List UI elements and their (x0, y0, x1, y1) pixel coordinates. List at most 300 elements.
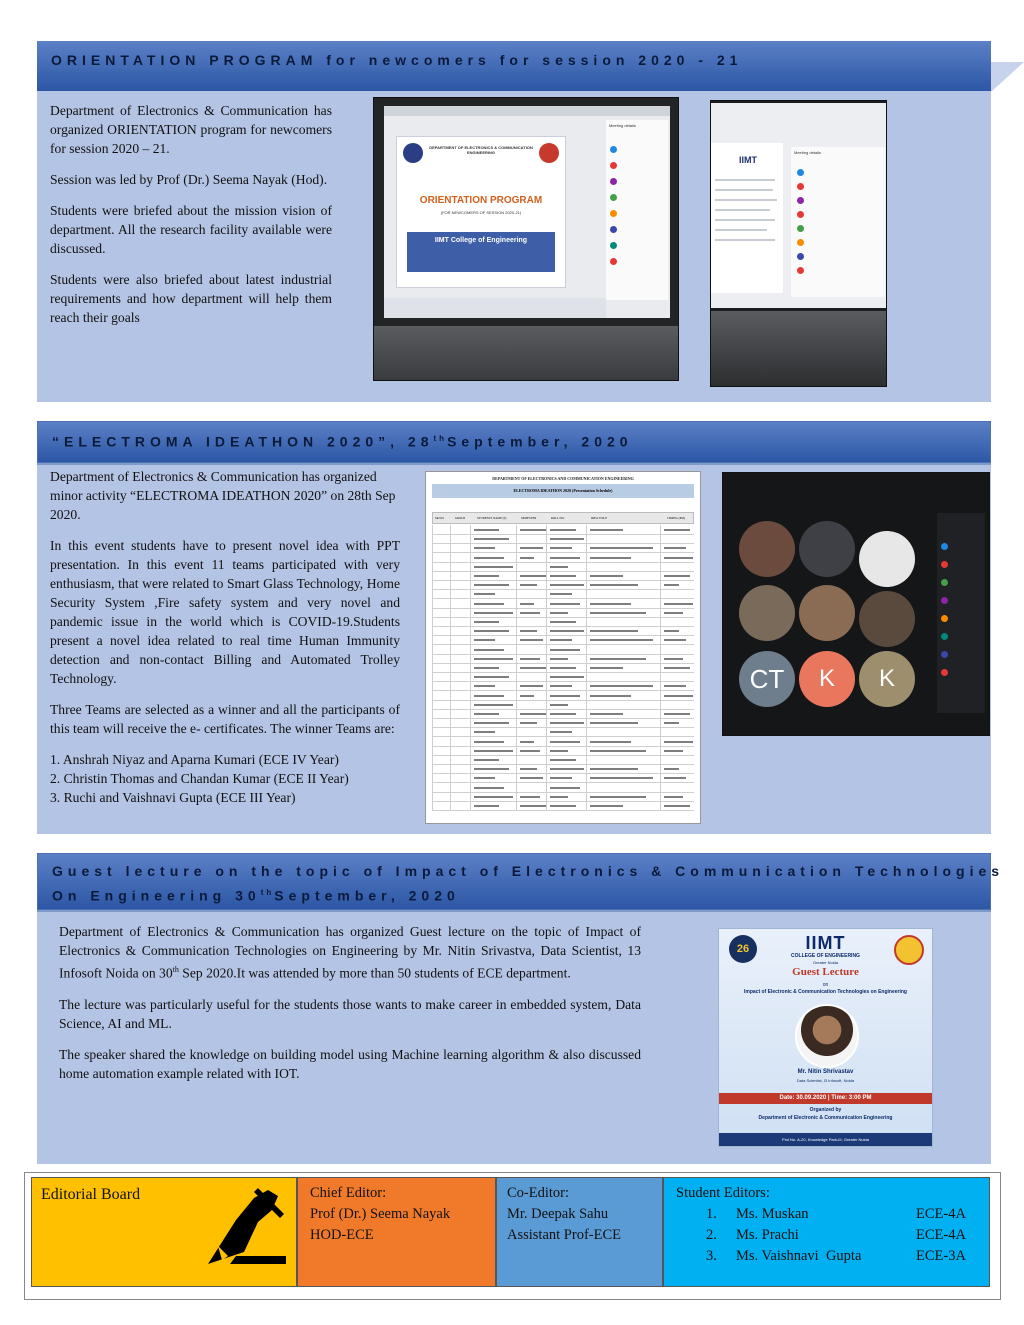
schedule-cell (546, 525, 587, 534)
guest-header (37, 853, 1005, 910)
schedule-cell (470, 691, 517, 700)
schedule-cell-text (590, 630, 638, 632)
schedule-cell (450, 635, 471, 644)
participant-avatar (941, 561, 948, 568)
schedule-cell-text (664, 667, 690, 669)
participant-avatar (941, 579, 948, 586)
schedule-cell (546, 553, 587, 562)
schedule-cell-text (590, 768, 638, 770)
schedule-cell-text (664, 630, 679, 632)
schedule-cell-text (520, 639, 543, 641)
schedule-row (432, 801, 694, 811)
schedule-cell (660, 571, 695, 580)
student-class: ECE-4A (916, 1206, 966, 1222)
guest-p1-b: Sep 2020.It was attended by more than 50 students of ECE department. (178, 965, 571, 981)
schedule-cell (432, 599, 451, 608)
schedule-cell (516, 553, 547, 562)
schedule-cell (432, 580, 451, 589)
poster-date: Date: 30.09.2020 | Time: 3:00 PM (779, 1095, 872, 1101)
schedule-cell (660, 599, 695, 608)
schedule-cell (660, 718, 695, 727)
schedule-cell (546, 626, 587, 635)
schedule-cell (450, 727, 471, 736)
schedule-cell (660, 764, 695, 773)
guest-p1-a: Department of Electronics & Communication has organized Guest lecture on the topic of Impact of Electronics & Communication Technologies on Engineering by Mr. Nitin Srivastva, Data Scientist, 13 Infosoft Noida on 30 (59, 924, 641, 981)
guest-text (59, 922, 641, 1095)
schedule-cell (516, 645, 547, 654)
schedule-cell (586, 617, 661, 626)
slide-college-banner (407, 232, 555, 272)
schedule-cell (432, 589, 451, 598)
schedule-cell-text (520, 603, 534, 605)
poster-speaker: Mr. Nitin Shrivastav (797, 1069, 854, 1075)
schedule-cell (546, 727, 587, 736)
schedule-cell-text (520, 741, 534, 743)
meeting-panel-title: Meeting details (609, 123, 636, 128)
schedule-cell (470, 746, 517, 755)
schedule-cell-text (474, 722, 509, 724)
schedule-cell-text (474, 529, 499, 531)
schedule-cell (470, 562, 517, 571)
schedule-cell (660, 654, 695, 663)
schedule-cell-text (550, 787, 580, 789)
winner-2: 2. Christin Thomas and Chandan Kumar (ECE II Year) (50, 771, 349, 786)
schedule-cell (546, 700, 587, 709)
slide-fragment (711, 143, 783, 293)
schedule-cell (516, 737, 547, 746)
schedule-cell (450, 691, 471, 700)
schedule-cell-text (520, 768, 537, 770)
schedule-cell (450, 608, 471, 617)
schedule-cell (586, 718, 661, 727)
schedule-cell (546, 580, 587, 589)
guest-paragraph-3: The speaker shared the knowledge on building model using Machine learning algorithm & also discussed home automation example related with IOT. (59, 1046, 641, 1081)
participant-avatar (797, 169, 804, 176)
participant-avatar (610, 210, 617, 217)
schedule-cell-text (520, 713, 546, 715)
schedule-cell-text (474, 557, 504, 559)
participant-avatar (797, 211, 804, 218)
schedule-cell (586, 691, 661, 700)
schedule-cell (470, 727, 517, 736)
schedule-cell-text (590, 685, 653, 687)
schedule-cell-text (550, 547, 572, 549)
editorial-label-box (31, 1177, 297, 1287)
schedule-cell (516, 599, 547, 608)
schedule-cell-text (590, 722, 638, 724)
schedule-cell-text (664, 658, 683, 660)
schedule-cell (546, 589, 587, 598)
schedule-cell (470, 801, 517, 810)
iimt-logo: IIMT (739, 155, 757, 165)
ideathon-title-sup: th (433, 434, 448, 443)
slide-subtitle: (FOR NEWCOMERS OF SESSION 2020-21) (440, 210, 522, 215)
header-arrow-decoration (991, 62, 1024, 92)
co-editor-box (496, 1177, 663, 1287)
schedule-cell (432, 718, 451, 727)
schedule-cell (516, 589, 547, 598)
col-semester: SEMESTER (521, 516, 537, 520)
schedule-cell (450, 553, 471, 562)
orientation-slide (396, 136, 566, 288)
orientation-header (37, 41, 991, 91)
schedule-cell-text (664, 685, 686, 687)
schedule-subheading-bar (432, 484, 694, 498)
schedule-cell-text (590, 667, 623, 669)
schedule-cell (516, 727, 547, 736)
schedule-cell (450, 709, 471, 718)
schedule-cell-text (550, 557, 580, 559)
schedule-cell (432, 626, 451, 635)
schedule-cell (450, 801, 471, 810)
winner-3: 3. Ruchi and Vaishnavi Gupta (ECE III Year) (50, 790, 296, 805)
schedule-cell (546, 755, 587, 764)
schedule-cell-text (590, 584, 638, 586)
schedule-cell-text (474, 750, 513, 752)
schedule-cell (516, 663, 547, 672)
schedule-cell-text (520, 796, 540, 798)
video-tile (739, 521, 795, 577)
guest-title-line2 (52, 882, 990, 907)
schedule-cell-text (550, 695, 580, 697)
schedule-cell-text (664, 584, 679, 586)
schedule-cell (586, 589, 661, 598)
schedule-cell (432, 746, 451, 755)
schedule-cell-text (590, 695, 631, 697)
student-num: 3. (706, 1248, 717, 1264)
schedule-cell (546, 617, 587, 626)
schedule-cell (470, 589, 517, 598)
schedule-cell-text (474, 603, 504, 605)
schedule-cell-text (474, 667, 499, 669)
co-editor-role: Assistant Prof-ECE (507, 1227, 621, 1243)
schedule-cell (586, 543, 661, 552)
schedule-cell (470, 654, 517, 663)
text-line (715, 239, 775, 241)
schedule-cell (586, 792, 661, 801)
schedule-cell (470, 534, 517, 543)
video-tile (739, 585, 795, 641)
schedule-cell-text (474, 805, 499, 807)
schedule-cell (586, 755, 661, 764)
video-grid (733, 511, 929, 711)
participant-avatar (941, 543, 948, 550)
schedule-cell-text (474, 612, 513, 614)
schedule-cell (450, 746, 471, 755)
schedule-cell (450, 626, 471, 635)
poster-college: COLLEGE OF ENGINEERING (791, 953, 860, 959)
text-line (715, 189, 773, 191)
schedule-cell (432, 672, 451, 681)
schedule-cell-text (474, 713, 499, 715)
schedule-cell-text (590, 796, 646, 798)
participant-avatar (610, 242, 617, 249)
schedule-cell-text (664, 722, 679, 724)
schedule-cell-text (550, 538, 584, 540)
schedule-cell-text (520, 529, 546, 531)
chief-editor-label: Chief Editor: (310, 1185, 387, 1201)
schedule-cell (470, 663, 517, 672)
guest-title-line2-end: September, 2020 (274, 887, 460, 904)
schedule-cell-text (520, 777, 543, 779)
schedule-cell-text (590, 603, 631, 605)
schedule-cell (516, 801, 547, 810)
schedule-cell-text (550, 621, 576, 623)
participant-avatar (941, 597, 948, 604)
schedule-cell-text (664, 713, 690, 715)
schedule-cell-text (550, 584, 584, 586)
schedule-cell (546, 718, 587, 727)
co-editor-label: Co-Editor: (507, 1185, 570, 1201)
schedule-cell (546, 645, 587, 654)
schedule-cell (546, 746, 587, 755)
people-panel (937, 513, 985, 713)
schedule-cell (546, 783, 587, 792)
poster-organized: Organized by (809, 1107, 842, 1113)
schedule-cell (660, 746, 695, 755)
orientation-paragraph-4: Students were also briefed about latest industrial requirements and how department will help them reach their goals (50, 272, 332, 325)
schedule-cell (660, 773, 695, 782)
video-tile (859, 531, 915, 587)
guest-title-line2-main: On Engineering 30 (52, 887, 261, 904)
schedule-cell-text (664, 612, 683, 614)
schedule-cell (546, 608, 587, 617)
schedule-cell (660, 691, 695, 700)
schedule-cell (660, 617, 695, 626)
schedule-cell-text (664, 805, 690, 807)
schedule-cell (470, 553, 517, 562)
video-tile (799, 521, 855, 577)
schedule-cell (516, 681, 547, 690)
schedule-cell-text (590, 750, 646, 752)
schedule-cell (586, 525, 661, 534)
schedule-cell (470, 525, 517, 534)
participant-avatar (610, 194, 617, 201)
participant-avatar (941, 633, 948, 640)
schedule-cell (546, 737, 587, 746)
schedule-cell (450, 755, 471, 764)
schedule-cell (516, 783, 547, 792)
schedule-cell-text (550, 667, 576, 669)
schedule-cell-text (550, 593, 572, 595)
schedule-cell (586, 645, 661, 654)
schedule-cell (516, 534, 547, 543)
schedule-cell-text (550, 805, 576, 807)
avatar-k2-label: K (878, 665, 895, 692)
schedule-cell-text (474, 649, 504, 651)
avatar-k2 (859, 651, 915, 707)
schedule-cell-text (550, 722, 584, 724)
guest-paragraph-2: The lecture was particularly useful for the students those wants to make career in embedded system, Data Science, AI and ML. (59, 996, 641, 1031)
participant-avatar (797, 267, 804, 274)
schedule-cell (586, 571, 661, 580)
poster-address-bar (719, 1133, 932, 1146)
schedule-cell (660, 635, 695, 644)
schedule-cell (432, 773, 451, 782)
participant-avatar (797, 183, 804, 190)
schedule-cell (470, 764, 517, 773)
student-num: 2. (706, 1227, 717, 1243)
schedule-cell (516, 709, 547, 718)
meeting-panel-2-title: Meeting details (794, 150, 821, 155)
ideathon-schedule-image (425, 471, 701, 824)
schedule-cell (450, 534, 471, 543)
schedule-cell-text (474, 593, 495, 595)
col-group: GROUP (455, 516, 466, 520)
winner-1: 1. Anshrah Niyaz and Aparna Kumari (ECE IV Year) (50, 752, 339, 767)
schedule-cell-text (474, 768, 509, 770)
schedule-cell-text (550, 603, 580, 605)
schedule-cell (450, 525, 471, 534)
orientation-text (50, 101, 332, 339)
schedule-cell (660, 672, 695, 681)
text-line (715, 229, 767, 231)
schedule-cell (470, 635, 517, 644)
schedule-cell (516, 654, 547, 663)
schedule-cell (432, 562, 451, 571)
participant-avatar (797, 239, 804, 246)
avatar-k1-label: K (818, 665, 835, 692)
schedule-cell-text (664, 750, 683, 752)
schedule-cell-text (590, 529, 623, 531)
schedule-cell-text (590, 658, 646, 660)
laptop-screen-2 (711, 103, 886, 308)
schedule-cell-text (590, 575, 623, 577)
editorial-label: Editorial Board (41, 1186, 141, 1203)
schedule-cell (432, 543, 451, 552)
schedule-cell (450, 681, 471, 690)
schedule-cell (586, 783, 661, 792)
schedule-cell (516, 571, 547, 580)
schedule-cell-text (550, 713, 576, 715)
schedule-cell (470, 672, 517, 681)
schedule-cell (586, 580, 661, 589)
col-roll: ROLL NO. (551, 516, 565, 520)
schedule-cell-text (474, 741, 504, 743)
schedule-cell (470, 571, 517, 580)
schedule-cell (432, 792, 451, 801)
avatar-k1 (799, 651, 855, 707)
schedule-cell-text (474, 685, 495, 687)
schedule-cell (660, 709, 695, 718)
schedule-cell (516, 764, 547, 773)
poster-on: on (822, 982, 829, 988)
avatar-ct-label: CT (749, 664, 785, 694)
schedule-cell (660, 783, 695, 792)
schedule-cell (432, 534, 451, 543)
schedule-cell (516, 792, 547, 801)
schedule-cell (586, 654, 661, 663)
schedule-cell-text (550, 649, 580, 651)
schedule-cell-text (474, 676, 509, 678)
schedule-cell (470, 737, 517, 746)
schedule-cell (450, 764, 471, 773)
schedule-cell-text (474, 695, 504, 697)
schedule-cell (516, 718, 547, 727)
schedule-cell (516, 543, 547, 552)
schedule-cell (432, 764, 451, 773)
schedule-cell (432, 737, 451, 746)
student-editor-row (676, 1246, 977, 1267)
chief-editor-role: HOD-ECE (310, 1227, 374, 1243)
schedule-cell (586, 737, 661, 746)
schedule-cell-text (520, 658, 540, 660)
schedule-cell-text (590, 777, 653, 779)
schedule-cell (586, 635, 661, 644)
slide-logo-left (403, 143, 423, 163)
schedule-cell-text (474, 621, 499, 623)
student-class: ECE-4A (916, 1227, 966, 1243)
participant-avatar (941, 615, 948, 622)
schedule-cell (432, 525, 451, 534)
writing-hand-icon (200, 1186, 290, 1268)
winner-list (50, 750, 400, 807)
poster-speaker-role: Data Scientist, I3 Infosoft, Noida (796, 1078, 855, 1083)
schedule-cell (586, 663, 661, 672)
student-editor-row (676, 1204, 977, 1225)
student-editors-label: Student Editors: (676, 1185, 770, 1201)
schedule-cell (450, 783, 471, 792)
schedule-cell-text (590, 639, 653, 641)
laptop-base-2 (711, 311, 886, 386)
schedule-cell-text (550, 658, 568, 660)
poster-topic: Impact of Electronic & Communication Technologies on Engineering (744, 989, 907, 995)
schedule-cell-text (590, 805, 623, 807)
schedule-cell (660, 525, 695, 534)
schedule-cell (546, 562, 587, 571)
schedule-cell-text (474, 658, 513, 660)
schedule-cell-text (474, 630, 509, 632)
schedule-cell (470, 645, 517, 654)
schedule-cell (450, 617, 471, 626)
schedule-cell-text (664, 603, 693, 605)
student-name: Ms. Prachi (736, 1227, 799, 1243)
participant-avatar (610, 178, 617, 185)
schedule-cell (546, 681, 587, 690)
schedule-cell-text (520, 750, 540, 752)
schedule-cell-text (550, 768, 584, 770)
schedule-cell (586, 746, 661, 755)
student-name: Ms. Muskan (736, 1206, 809, 1222)
schedule-cell-text (664, 695, 693, 697)
schedule-cell (660, 626, 695, 635)
chief-editor-name: Prof (Dr.) Seema Nayak (310, 1206, 451, 1222)
schedule-cell (432, 681, 451, 690)
schedule-cell (432, 783, 451, 792)
participant-avatar (941, 669, 948, 676)
laptop-screen (384, 106, 670, 318)
video-tile (799, 585, 855, 641)
orientation-title: ORIENTATION PROGRAM for newcomers for session 2020 - 21 (51, 52, 743, 68)
schedule-cell (660, 534, 695, 543)
schedule-cell (660, 801, 695, 810)
schedule-cell (470, 543, 517, 552)
schedule-cell (660, 727, 695, 736)
schedule-cell (586, 534, 661, 543)
schedule-cell (546, 773, 587, 782)
avatar-ct (739, 651, 795, 707)
schedule-cell (432, 691, 451, 700)
col-names: STUDENTS NAME (S) (477, 516, 507, 520)
schedule-cell (470, 792, 517, 801)
schedule-cell-text (474, 538, 509, 540)
schedule-column-header (432, 512, 694, 524)
poster-address: Plot No. A-20, Knowledge Park-III, Greater Noida (782, 1137, 869, 1142)
schedule-cell-text (474, 639, 495, 641)
schedule-cell (432, 571, 451, 580)
schedule-cell-text (520, 685, 543, 687)
schedule-cell (546, 792, 587, 801)
